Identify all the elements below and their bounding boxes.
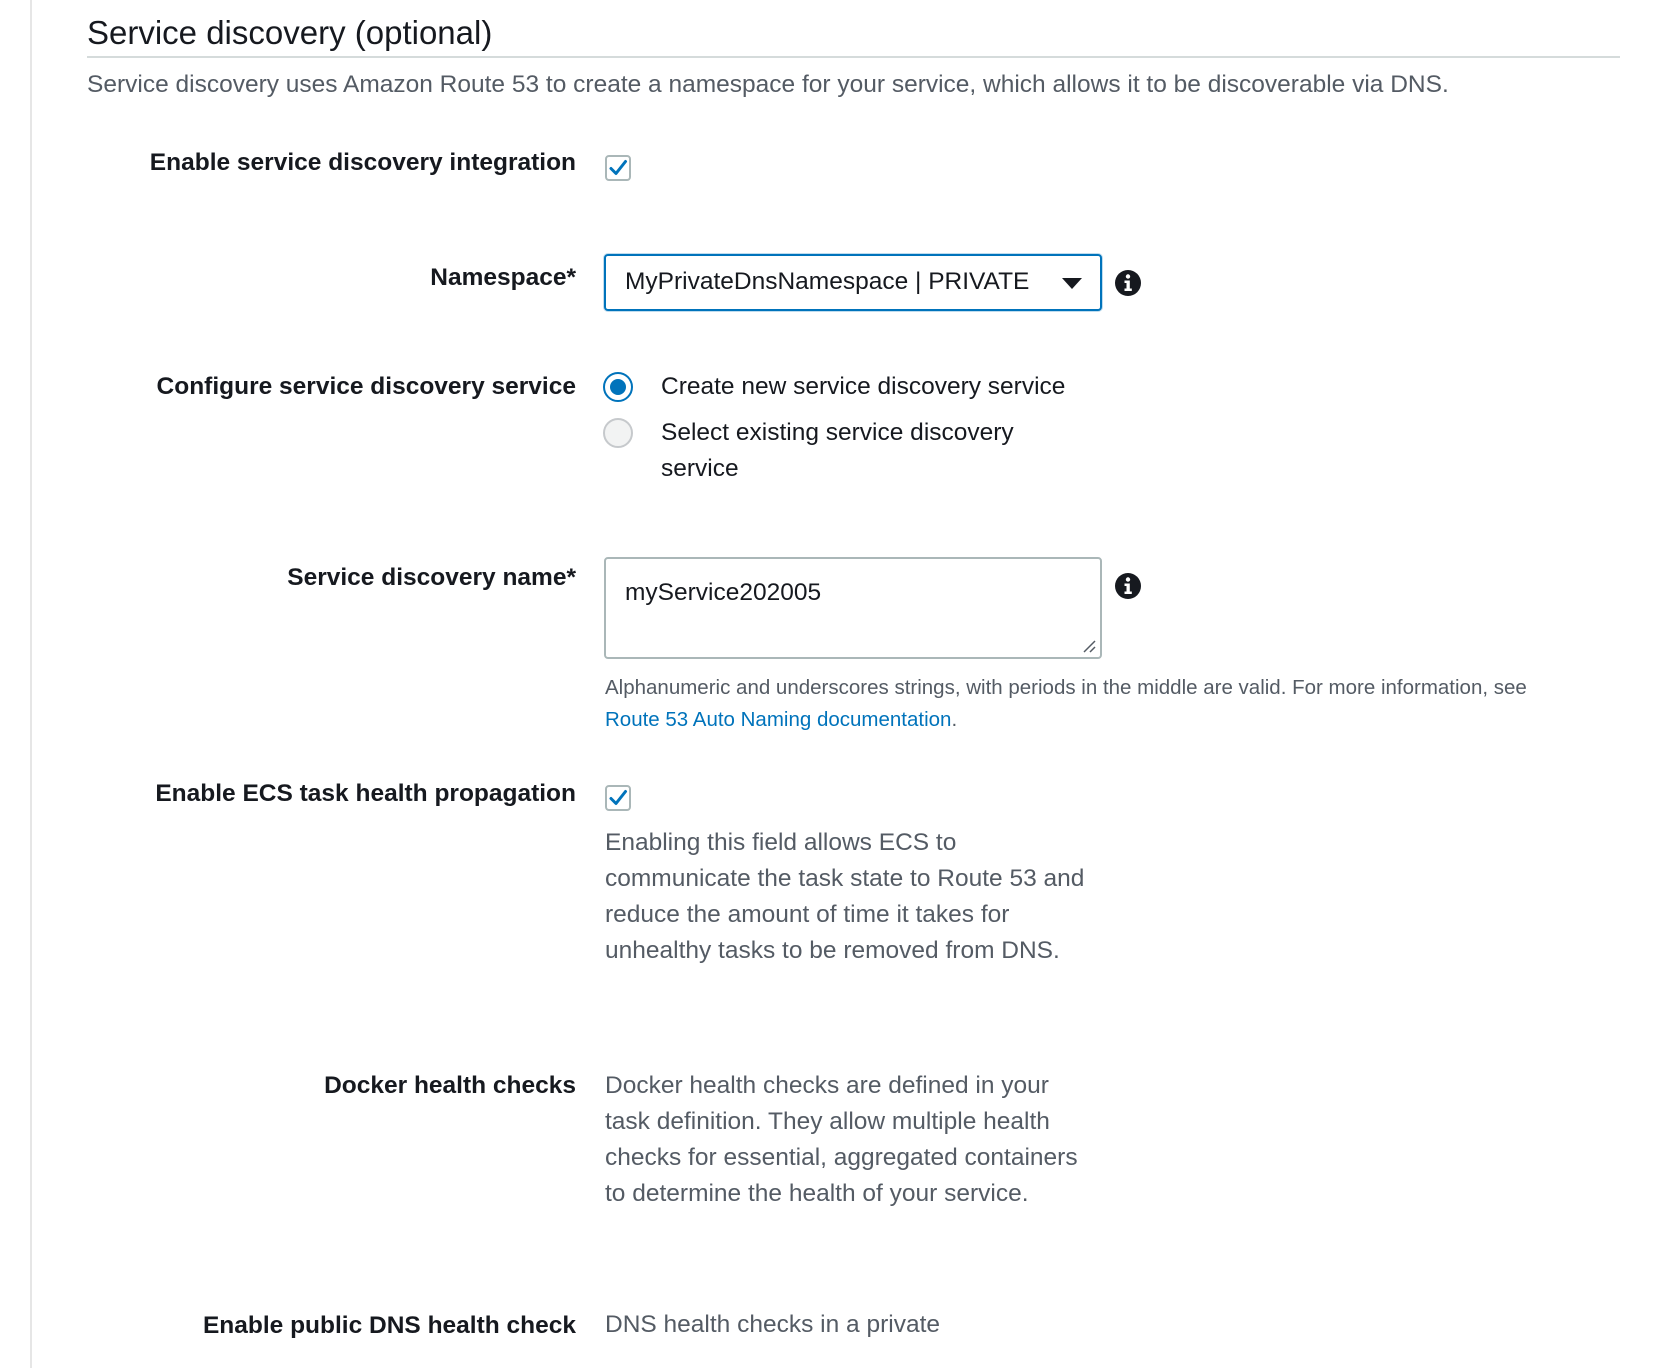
service-name-input[interactable] <box>604 557 1102 659</box>
caret-down-icon <box>1062 278 1082 289</box>
checkmark-icon <box>608 158 628 178</box>
enable-integration-checkbox[interactable] <box>605 155 631 181</box>
resize-handle-icon[interactable] <box>1082 639 1096 653</box>
service-name-info-icon[interactable] <box>1114 572 1142 600</box>
service-name-label: Service discovery name* <box>287 564 576 591</box>
left-border <box>30 0 32 1368</box>
section-description: Service discovery uses Amazon Route 53 to create a namespace for your service, which allows it to be discoverable via DNS. <box>87 71 1449 98</box>
radio-create-new-label[interactable]: Create new service discovery service <box>661 373 1066 400</box>
service-name-hint-text: Alphanumeric and underscores strings, with periods in the middle are valid. For more information, see <box>605 676 1527 699</box>
configure-service-label: Configure service discovery service <box>156 373 576 400</box>
enable-integration-label: Enable service discovery integration <box>149 149 576 176</box>
health-propagation-checkbox[interactable] <box>605 785 631 811</box>
namespace-label: Namespace* <box>430 264 576 291</box>
section-title: Service discovery (optional) <box>87 14 493 51</box>
health-propagation-label: Enable ECS task health propagation <box>155 780 576 807</box>
docker-health-label: Docker health checks <box>324 1072 576 1099</box>
checkmark-icon <box>608 788 628 808</box>
namespace-select[interactable] <box>604 254 1102 311</box>
public-dns-health-label: Enable public DNS health check <box>202 1312 576 1339</box>
namespace-select-value: MyPrivateDnsNamespace | PRIVATE <box>625 268 1030 295</box>
namespace-info-icon[interactable] <box>1114 269 1142 297</box>
hint-suffix: . <box>951 708 958 731</box>
route53-docs-link[interactable]: Route 53 Auto Naming documentation <box>605 708 952 731</box>
radio-create-new[interactable] <box>603 372 633 402</box>
health-propagation-description: Enabling this field allows ECS to communicate the task state to Route 53 and reduce the amount of time it takes for unhealthy tasks to be removed from DNS. <box>605 829 1085 964</box>
section-divider <box>87 56 1620 58</box>
radio-select-existing-label[interactable]: Select existing service discovery service <box>661 419 1014 482</box>
public-dns-health-description: DNS health checks in a private <box>605 1311 940 1338</box>
radio-select-existing[interactable] <box>603 418 633 448</box>
service-name-value: myService202005 <box>625 579 822 606</box>
service-name-hint <box>605 672 1527 736</box>
docker-health-description: Docker health checks are defined in your task definition. They allow multiple health checks for essential, aggregated containers to determine the health of your service. <box>605 1072 1078 1207</box>
